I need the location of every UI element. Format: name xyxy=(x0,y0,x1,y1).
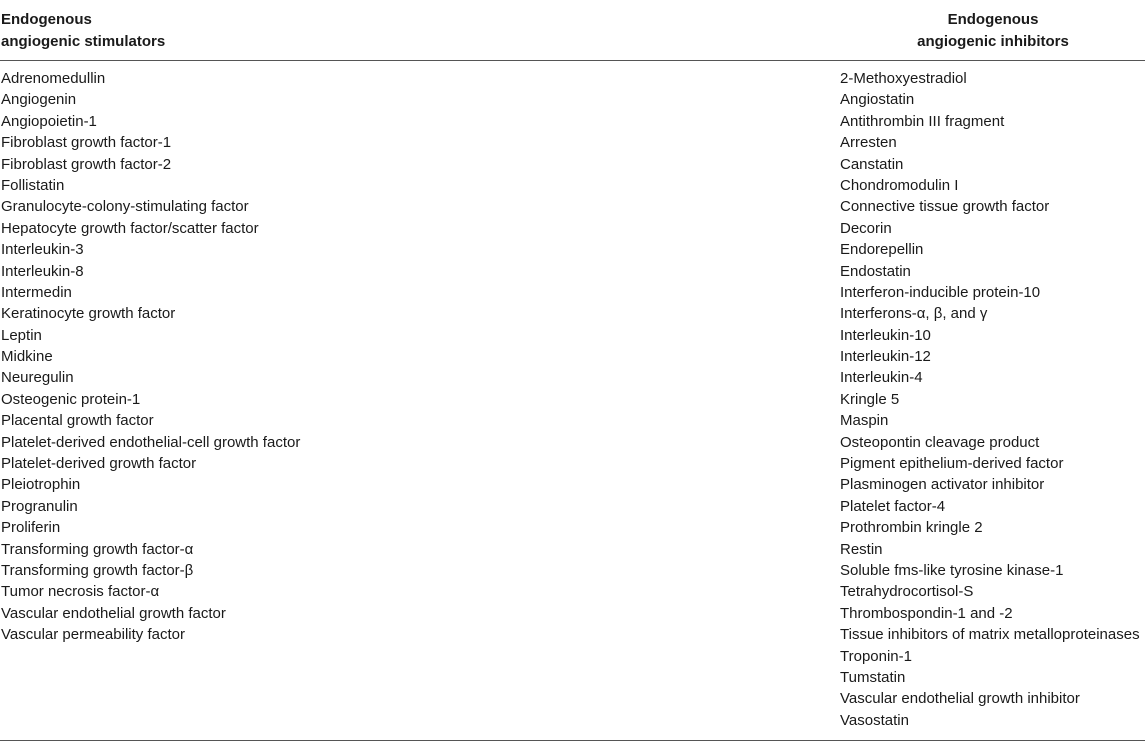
stimulators-column xyxy=(1,68,300,646)
inhibitor-item: Interleukin-12 xyxy=(840,348,931,366)
inhibitor-item: Platelet factor-4 xyxy=(840,497,946,515)
inhibitor-item: Kringle 5 xyxy=(840,390,900,408)
inhibitor-item: Vasostatin xyxy=(840,711,909,729)
inhibitor-item: Troponin-1 xyxy=(840,647,912,665)
stimulator-item: Adrenomedullin xyxy=(1,70,106,87)
inhibitor-item: Osteopontin cleavage product xyxy=(840,433,1040,451)
inhibitor-item: Interferon-inducible protein-10 xyxy=(840,283,1041,301)
stimulator-item: Interleukin-3 xyxy=(1,241,84,259)
header-stimulators-line-1: Endogenous xyxy=(1,11,92,28)
header-divider xyxy=(0,60,1145,61)
stimulator-item: Follistatin xyxy=(1,176,65,194)
stimulator-item: Neuregulin xyxy=(1,369,74,387)
stimulator-item: Hepatocyte growth factor/scatter factor xyxy=(1,219,259,237)
inhibitor-item: Chondromodulin I xyxy=(840,176,959,194)
stimulator-item: Interleukin-8 xyxy=(1,262,84,280)
stimulator-item: Angiogenin xyxy=(1,91,77,109)
stimulator-item: Vascular permeability factor xyxy=(1,626,185,644)
inhibitors-column xyxy=(840,68,1140,731)
inhibitor-item: Interleukin-4 xyxy=(840,369,923,387)
stimulator-item: Midkine xyxy=(1,348,53,366)
table-header xyxy=(0,0,1145,60)
inhibitor-item: Restin xyxy=(840,540,883,558)
inhibitor-item: Endorepellin xyxy=(840,241,924,259)
inhibitor-item: Angiostatin xyxy=(840,91,915,109)
header-inhibitors-line-2: angiogenic inhibitors xyxy=(917,32,1069,50)
stimulator-item: Fibroblast growth factor-2 xyxy=(1,155,172,173)
stimulator-item: Granulocyte-colony-stimulating factor xyxy=(1,198,249,216)
stimulator-item: Keratinocyte growth factor xyxy=(1,305,176,323)
inhibitor-item: Endostatin xyxy=(840,262,911,280)
inhibitor-item: Decorin xyxy=(840,219,892,237)
inhibitor-item: Prothrombin kringle 2 xyxy=(840,519,983,537)
table-bottom-rule xyxy=(0,740,1145,741)
stimulator-item: Transforming growth factor-β xyxy=(1,561,194,579)
header-stimulators-line-2: angiogenic stimulators xyxy=(1,32,166,50)
stimulator-item: Intermedin xyxy=(1,283,72,301)
inhibitor-item: Arresten xyxy=(840,134,897,152)
stimulator-item: Progranulin xyxy=(1,497,78,515)
inhibitor-item: Interleukin-10 xyxy=(840,326,931,344)
stimulator-item: Platelet-derived endothelial-cell growth factor xyxy=(1,433,301,451)
stimulator-item: Pleiotrophin xyxy=(1,476,81,494)
inhibitor-item: Pigment epithelium-derived factor xyxy=(840,455,1064,473)
inhibitor-item: Antithrombin III fragment xyxy=(840,112,1005,130)
header-inhibitors xyxy=(885,9,1101,52)
stimulator-item: Placental growth factor xyxy=(1,412,154,430)
inhibitor-item: Plasminogen activator inhibitor xyxy=(840,476,1045,494)
header-inhibitors-line-1: Endogenous xyxy=(947,11,1039,28)
inhibitor-item: Tumstatin xyxy=(840,668,906,686)
inhibitor-item: Tissue inhibitors of matrix metalloproteinases xyxy=(840,626,1140,644)
stimulator-item: Platelet-derived growth factor xyxy=(1,455,197,473)
inhibitor-item: Vascular endothelial growth inhibitor xyxy=(840,690,1080,708)
stimulator-item: Transforming growth factor-α xyxy=(1,540,194,558)
inhibitor-item: 2-Methoxyestradiol xyxy=(840,70,967,87)
inhibitor-item: Soluble fms-like tyrosine kinase-1 xyxy=(840,561,1064,579)
stimulator-item: Tumor necrosis factor-α xyxy=(1,583,160,601)
stimulator-item: Fibroblast growth factor-1 xyxy=(1,134,172,152)
inhibitor-item: Interferons-α, β, and γ xyxy=(840,305,988,323)
stimulator-item: Osteogenic protein-1 xyxy=(1,390,141,408)
header-stimulators xyxy=(1,9,165,52)
inhibitor-item: Maspin xyxy=(840,412,889,430)
inhibitor-item: Canstatin xyxy=(840,155,904,173)
stimulator-item: Vascular endothelial growth factor xyxy=(1,604,226,622)
stimulator-item: Angiopoietin-1 xyxy=(1,112,97,130)
stimulator-item: Proliferin xyxy=(1,519,61,537)
stimulator-item: Leptin xyxy=(1,326,42,344)
inhibitor-item: Tetrahydrocortisol-S xyxy=(840,583,974,601)
inhibitor-item: Thrombospondin-1 and -2 xyxy=(840,604,1013,622)
inhibitor-item: Connective tissue growth factor xyxy=(840,198,1050,216)
